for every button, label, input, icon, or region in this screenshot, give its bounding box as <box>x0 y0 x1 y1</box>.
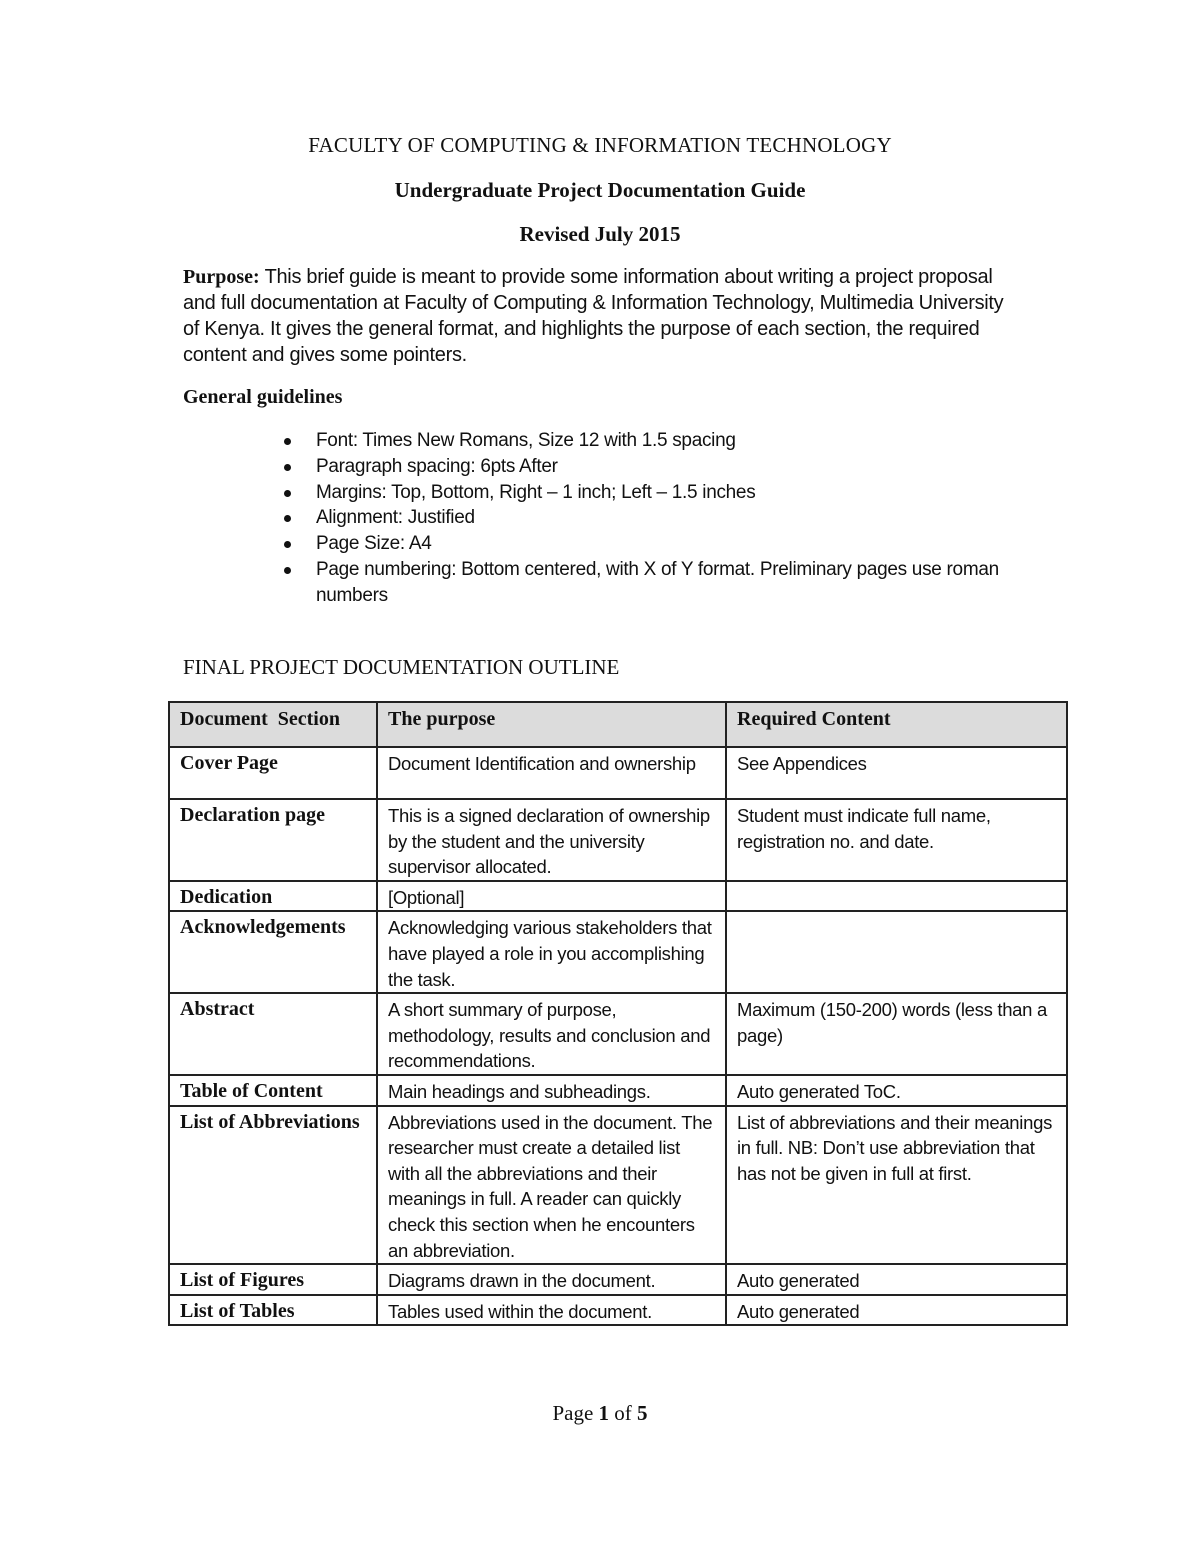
row-purpose: Main headings and subheadings. <box>377 1075 726 1106</box>
row-content: List of abbreviations and their meanings in full. NB: Don’t use abbreviation that has not be given in full at first. <box>726 1106 1067 1265</box>
row-purpose: A short summary of purpose, methodology, results and conclusion and recommendations. <box>377 993 726 1075</box>
bullet-icon <box>284 515 291 522</box>
row-content <box>726 881 1067 912</box>
guide-subtitle: Undergraduate Project Documentation Guide <box>394 178 806 202</box>
row-content <box>726 911 1067 993</box>
table-row <box>169 799 1067 881</box>
row-content: See Appendices <box>726 747 1067 799</box>
row-purpose: Tables used within the document. <box>377 1295 726 1326</box>
table-row <box>169 747 1067 799</box>
table-row <box>169 993 1067 1075</box>
guidelines-list <box>284 428 1024 609</box>
page-number: Page 1 of 5 <box>552 1401 648 1425</box>
table-header-row <box>169 702 1067 747</box>
row-section: Cover Page <box>169 747 377 799</box>
list-item: Page numbering: Bottom centered, with X of Y format. Preliminary pages use roman numbers <box>284 557 1024 609</box>
purpose-text: This brief guide is meant to provide some information about writing a project proposal and full documentation at Faculty of Computing & Information Technology, Multimedia University of Kenya. It gives the general format, and highlights the purpose of each section, the required content and gives some pointers. <box>183 266 1004 366</box>
bullet-icon <box>284 490 291 497</box>
column-header-purpose: The purpose <box>377 702 726 747</box>
column-header-content: Required Content <box>726 702 1067 747</box>
table-row <box>169 1106 1067 1265</box>
column-header-section: Document Section <box>169 702 377 747</box>
row-section: List of Figures <box>169 1264 377 1295</box>
row-purpose: Abbreviations used in the document. The researcher must create a detailed list with all the abbreviations and their meanings in full. A reader can quickly check this section when he encounters an abbreviation. <box>377 1106 726 1265</box>
table-row <box>169 1264 1067 1295</box>
list-item: Page Size: A4 <box>284 531 1024 557</box>
outline-heading: FINAL PROJECT DOCUMENTATION OUTLINE <box>183 655 620 679</box>
row-purpose: Document Identification and ownership <box>377 747 726 799</box>
table-row <box>169 881 1067 912</box>
row-section: Table of Content <box>169 1075 377 1106</box>
list-item: Margins: Top, Bottom, Right – 1 inch; Left – 1.5 inches <box>284 480 1024 506</box>
table-row <box>169 1075 1067 1106</box>
list-item: Paragraph spacing: 6pts After <box>284 454 1024 480</box>
table-row <box>169 1295 1067 1326</box>
list-item: Font: Times New Romans, Size 12 with 1.5 spacing <box>284 428 1024 454</box>
general-guidelines-heading: General guidelines <box>183 386 343 408</box>
row-section: Declaration page <box>169 799 377 881</box>
table-row <box>169 911 1067 993</box>
purpose-paragraph <box>183 264 1023 368</box>
row-section: List of Abbreviations <box>169 1106 377 1265</box>
row-section: List of Tables <box>169 1295 377 1326</box>
row-content: Student must indicate full name, registration no. and date. <box>726 799 1067 881</box>
list-item: Alignment: Justified <box>284 505 1024 531</box>
bullet-icon <box>284 567 291 574</box>
bullet-icon <box>284 541 291 548</box>
row-content: Maximum (150-200) words (less than a page) <box>726 993 1067 1075</box>
bullet-icon <box>284 464 291 471</box>
row-purpose: [Optional] <box>377 881 726 912</box>
outline-table <box>168 701 1068 1326</box>
row-purpose: Diagrams drawn in the document. <box>377 1264 726 1295</box>
row-section: Acknowledgements <box>169 911 377 993</box>
bullet-icon <box>284 438 291 445</box>
row-section: Abstract <box>169 993 377 1075</box>
row-content: Auto generated ToC. <box>726 1075 1067 1106</box>
revision-date: Revised July 2015 <box>519 222 681 246</box>
row-purpose: This is a signed declaration of ownership by the student and the university supervisor allocated. <box>377 799 726 881</box>
row-content: Auto generated <box>726 1264 1067 1295</box>
purpose-label: Purpose: <box>183 266 260 288</box>
row-content: Auto generated <box>726 1295 1067 1326</box>
faculty-title: FACULTY OF COMPUTING & INFORMATION TECHNOLOGY <box>308 133 892 157</box>
row-purpose: Acknowledging various stakeholders that have played a role in you accomplishing the task. <box>377 911 726 993</box>
row-section: Dedication <box>169 881 377 912</box>
